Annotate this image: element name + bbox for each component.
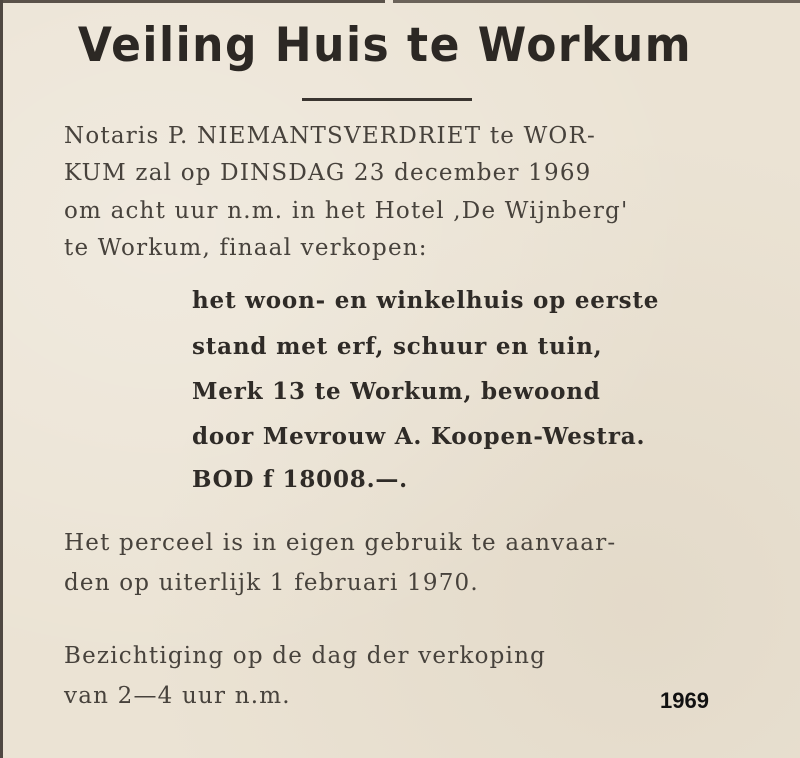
left-border-rule: [0, 0, 3, 758]
top-border-rule-right: [393, 0, 800, 3]
property-line-2: stand met erf, schuur en tuin,: [192, 333, 603, 360]
top-border-rule-left: [0, 0, 385, 3]
acceptance-line-1: Het perceel is in eigen gebruik te aanvaar-: [64, 530, 617, 556]
advertisement-headline: Veiling Huis te Workum: [77, 17, 693, 74]
property-line-3: Merk 13 te Workum, bewoond: [192, 378, 601, 405]
intro-line-2: KUM zal op DINSDAG 23 december 1969: [64, 160, 592, 186]
viewing-line-2: van 2—4 uur n.m.: [64, 683, 291, 709]
property-line-1: het woon- en winkelhuis op eerste: [192, 287, 660, 314]
intro-line-4: te Workum, finaal verkopen:: [64, 235, 428, 261]
property-line-4: door Mevrouw A. Koopen-Westra.: [192, 423, 646, 450]
property-bid-line: BOD f 18008.—.: [192, 466, 408, 493]
headline-divider: [302, 98, 472, 101]
viewing-line-1: Bezichtiging op de dag der verkoping: [64, 643, 547, 669]
year-label: 1969: [660, 688, 709, 713]
intro-line-1: Notaris P. NIEMANTSVERDRIET te WOR-: [64, 123, 596, 149]
intro-line-3: om acht uur n.m. in het Hotel ,De Wijnberg': [64, 198, 629, 224]
acceptance-line-2: den op uiterlijk 1 februari 1970.: [64, 570, 479, 596]
